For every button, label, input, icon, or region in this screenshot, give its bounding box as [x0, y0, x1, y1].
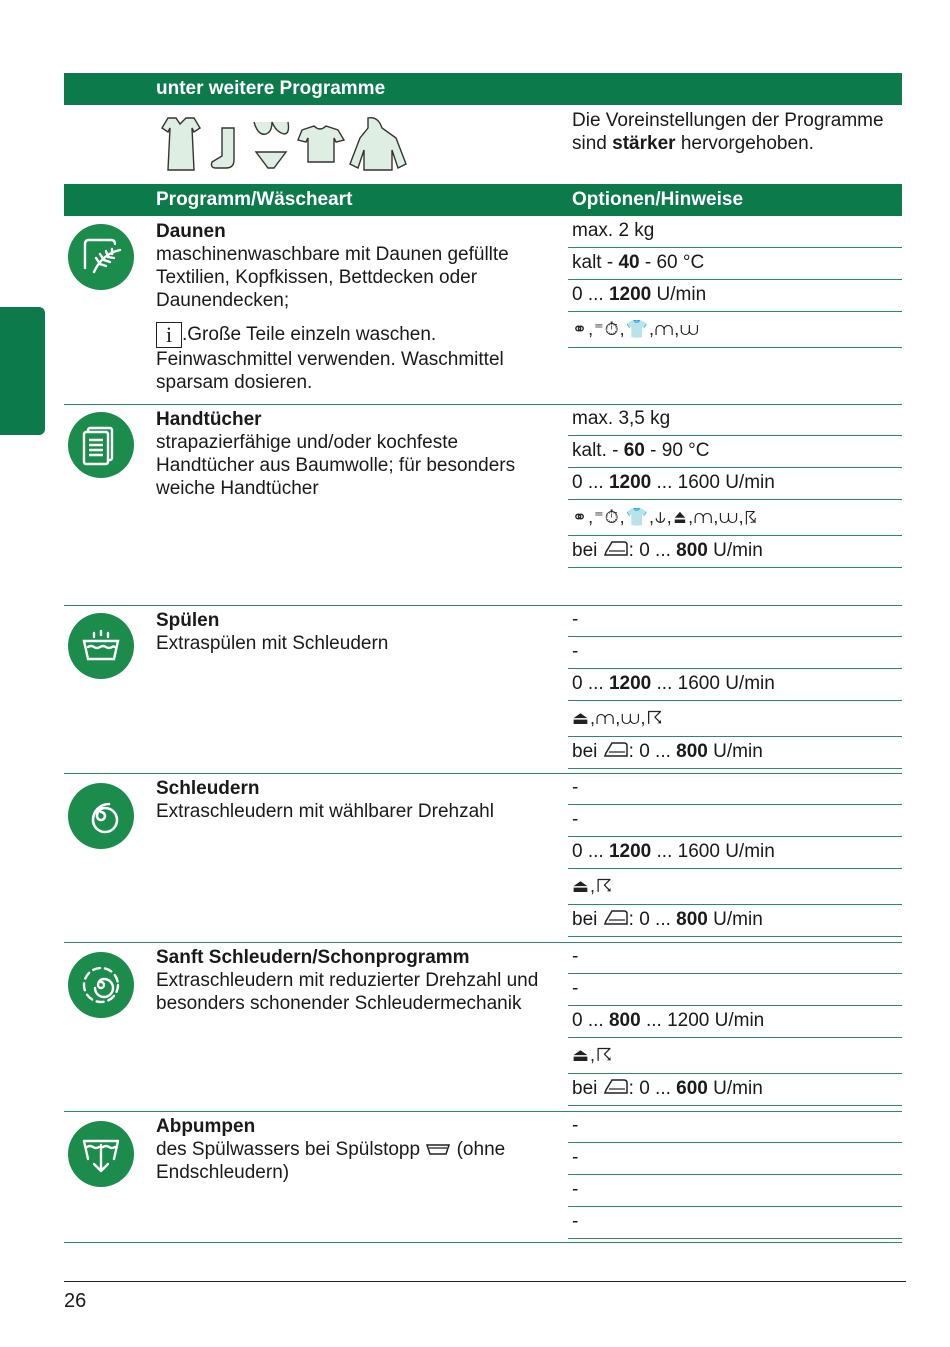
- program-options: [568, 605, 902, 769]
- option-load: -: [568, 605, 902, 637]
- iron-spin-value: 800: [676, 909, 708, 930]
- iron-spin-mid: : 0 ...: [628, 1078, 677, 1099]
- option-icons: ⚭,⁼⏱,👕,⫝,⏏,⩋,⩊,☈: [568, 500, 902, 536]
- program-title: Daunen: [156, 221, 226, 242]
- option-temperature: -: [568, 805, 902, 837]
- program-description: [156, 408, 548, 500]
- program-text: Extraschleudern mit wählbarer Drehzahl: [156, 801, 494, 822]
- rinse-stop-icon: [425, 1142, 451, 1156]
- spin-default: 1200: [608, 284, 652, 305]
- gentle-spin-icon: [68, 952, 134, 1018]
- option-temperature: [568, 436, 902, 468]
- program-options: [568, 404, 902, 568]
- option-icons: ⏏,⩋,⩊,☈: [568, 701, 902, 737]
- program-title: Schleudern: [156, 778, 260, 799]
- intro-text-part: Die Voreinstellungen der Programme sind: [572, 110, 884, 154]
- option-load: -: [568, 773, 902, 805]
- iron-spin-pre: bei: [572, 540, 598, 561]
- spin-default: 1200: [608, 472, 652, 493]
- program-title: Handtücher: [156, 409, 262, 430]
- option-spin: [568, 1006, 902, 1038]
- program-abpumpen: [64, 1111, 902, 1243]
- program-title: Sanft Schleudern/Schonprogramm: [156, 947, 470, 968]
- easy-iron-icon: [603, 740, 629, 760]
- option-iron-spin: [568, 536, 902, 568]
- towel-icon: [68, 412, 134, 478]
- option-row: -: [568, 1143, 902, 1175]
- option-iron-spin: [568, 905, 902, 937]
- iron-spin-post: U/min: [707, 909, 763, 930]
- spin-icon: [68, 783, 134, 849]
- option-spin: [568, 669, 902, 701]
- program-spuelen: [64, 605, 902, 773]
- iron-spin-post: U/min: [707, 540, 763, 561]
- temp-default: 40: [618, 252, 640, 273]
- iron-spin-mid: : 0 ...: [628, 741, 677, 762]
- temp-default: 60: [623, 440, 645, 461]
- iron-spin-post: U/min: [707, 1078, 763, 1099]
- option-temperature: -: [568, 974, 902, 1006]
- spin-post: ... 1600 U/min: [651, 673, 775, 694]
- program-title: Abpumpen: [156, 1116, 256, 1137]
- spin-default: 800: [608, 1010, 641, 1031]
- option-spin: [568, 280, 902, 312]
- option-iron-spin: [568, 737, 902, 769]
- temp-pre: kalt. -: [572, 440, 624, 461]
- temp-pre: kalt -: [572, 252, 619, 273]
- info-icon: i: [156, 322, 182, 348]
- intro-text-bold: stärker: [612, 133, 676, 154]
- easy-iron-icon: [603, 908, 629, 928]
- clothing-types-icon: [156, 114, 416, 176]
- table-header: [64, 184, 902, 216]
- rinse-icon: [68, 613, 134, 679]
- program-daunen: [64, 216, 902, 404]
- program-description: [156, 220, 548, 394]
- section-header-bar: [64, 73, 902, 105]
- option-icons: ⏏,☈: [568, 869, 902, 905]
- footer-rule: [64, 1281, 906, 1282]
- program-description: [156, 1115, 548, 1184]
- iron-spin-pre: bei: [572, 909, 598, 930]
- option-row: -: [568, 1207, 902, 1239]
- section-header-title: unter weitere Programme: [156, 78, 386, 99]
- clothing-icons: [156, 114, 416, 176]
- iron-spin-value: 800: [676, 540, 708, 561]
- program-text: Extraschleudern mit reduzierter Drehzahl und besonders schonender Schleudermechanik: [156, 970, 539, 1014]
- spin-post: U/min: [651, 284, 707, 305]
- program-description: [156, 609, 548, 655]
- down-feather-icon: [68, 224, 134, 290]
- program-text: maschinenwaschbare mit Daunen gefüllte Textilien, Kopfkissen, Bettdecken oder Daunendecken;: [156, 244, 509, 311]
- spin-default: 1200: [608, 841, 652, 862]
- spin-default: 1200: [608, 673, 652, 694]
- program-handtuecher: [64, 404, 902, 604]
- option-load: max. 3,5 kg: [568, 404, 902, 436]
- iron-spin-value: 600: [676, 1078, 708, 1099]
- easy-iron-icon: [603, 539, 629, 559]
- option-temperature: [568, 248, 902, 280]
- spin-pre: 0 ...: [572, 1010, 609, 1031]
- column-header-options: Optionen/Hinweise: [572, 189, 744, 210]
- iron-spin-value: 800: [676, 741, 708, 762]
- option-row: -: [568, 1175, 902, 1207]
- option-icons: ⚭,⁼⏱,👕,⩋,⩊: [568, 312, 902, 348]
- option-load: max. 2 kg: [568, 216, 902, 248]
- column-header-program: Programm/Wäscheart: [156, 189, 353, 210]
- program-sanft-schleudern: [64, 942, 902, 1110]
- spin-pre: 0 ...: [572, 284, 609, 305]
- spin-post: ... 1600 U/min: [651, 841, 775, 862]
- spin-pre: 0 ...: [572, 472, 609, 493]
- intro-text-part: hervorgehoben.: [680, 133, 814, 154]
- program-text: Extraspülen mit Schleudern: [156, 633, 389, 654]
- option-row: -: [568, 1111, 902, 1143]
- temp-post: - 60 °C: [639, 252, 705, 273]
- program-description: [156, 946, 548, 1015]
- drain-icon: [68, 1121, 134, 1187]
- program-options: [568, 216, 902, 348]
- iron-spin-pre: bei: [572, 1078, 598, 1099]
- spin-post: ... 1600 U/min: [651, 472, 775, 493]
- spin-pre: 0 ...: [572, 841, 609, 862]
- easy-iron-icon: [603, 1077, 629, 1097]
- option-spin: [568, 468, 902, 500]
- spin-pre: 0 ...: [572, 673, 609, 694]
- option-load: -: [568, 942, 902, 974]
- program-description: [156, 777, 548, 823]
- iron-spin-pre: bei: [572, 741, 598, 762]
- iron-spin-mid: : 0 ...: [628, 540, 677, 561]
- program-schleudern: [64, 773, 902, 941]
- program-note: [156, 322, 548, 394]
- iron-spin-mid: : 0 ...: [628, 909, 677, 930]
- program-options: [568, 942, 902, 1106]
- program-text: [156, 1138, 548, 1184]
- table-bottom-border: [64, 1242, 902, 1243]
- page-number: 26: [64, 1290, 87, 1312]
- intro-text: [572, 109, 892, 155]
- program-title: Spülen: [156, 610, 220, 631]
- program-text-part: (ohne Endschleudern): [156, 1139, 506, 1183]
- program-text-part: des Spülwassers bei Spülstopp: [156, 1139, 421, 1160]
- chapter-tab: [0, 307, 45, 435]
- temp-post: - 90 °C: [644, 440, 710, 461]
- program-text: strapazierfähige und/oder kochfeste Handtücher aus Baumwolle; für besonders weiche Handtücher: [156, 432, 516, 499]
- option-icons: ⏏,☈: [568, 1038, 902, 1074]
- option-temperature: -: [568, 637, 902, 669]
- iron-spin-post: U/min: [707, 741, 763, 762]
- spin-post: ... 1200 U/min: [640, 1010, 765, 1031]
- note-text: .Große Teile einzeln waschen. Feinwaschmittel verwenden. Waschmittel sparsam dosieren.: [156, 324, 504, 393]
- option-spin: [568, 837, 902, 869]
- program-options: [568, 773, 902, 937]
- option-iron-spin: [568, 1074, 902, 1106]
- program-options: [568, 1111, 902, 1239]
